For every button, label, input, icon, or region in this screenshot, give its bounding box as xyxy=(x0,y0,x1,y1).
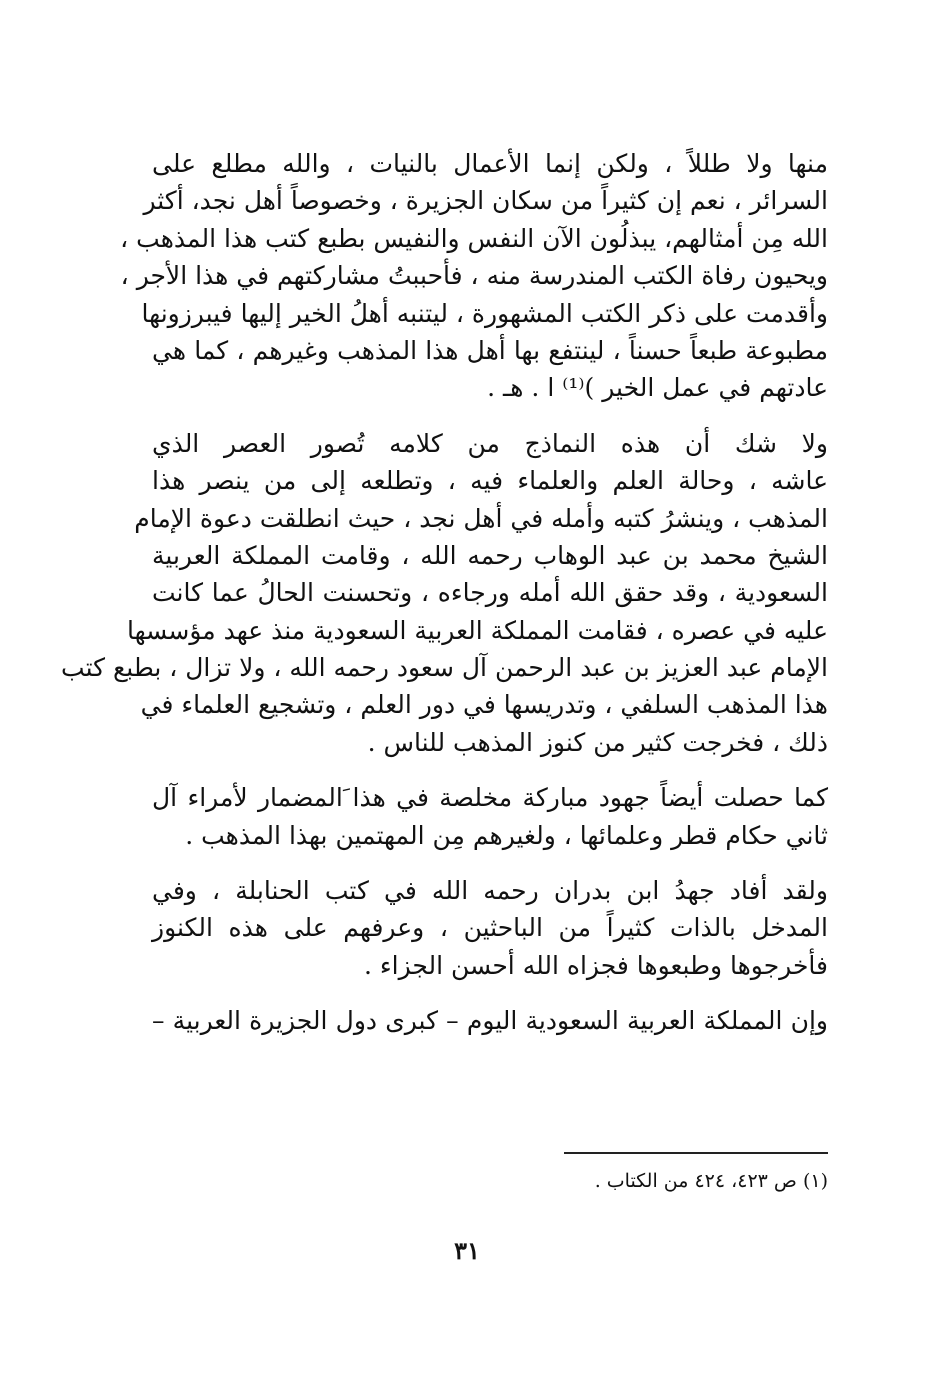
text-line: المدخل بالذات كثيراً من الباحثين ، وعرفهم على هذه الكنوز xyxy=(152,913,828,943)
text-line: عاشه ، وحالة العلم والعلماء فيه ، وتطلعه إلى من ينصر هذا xyxy=(152,466,828,496)
text-line: كما حصلت أيضاً جهود مباركة مخلصة في هذا َالمضمار لأمراء آل xyxy=(152,783,828,813)
text-line: فأخرجوها وطبعوها فجزاه الله أحسن الجزاء . xyxy=(363,950,828,980)
text-line: وإن المملكة العربية السعودية اليوم – كبرى دول الجزيرة العربية – xyxy=(152,1006,828,1036)
text-line: مطبوعة طبعاً حسناً ، لينتفع بها أهل هذا المذهب وغيرهم ، كما هي xyxy=(152,335,828,365)
text-line: هذا المذهب السلفي ، وتدريسها في دور العلم ، وتشجيع العلماء في xyxy=(140,690,828,720)
text-line: ولا شك أن هذه النماذج من كلامه تُصور العصر الذي xyxy=(152,428,828,458)
text-line: ولقد أفاد جهدُ ابن بدران رحمه الله في كتب الحنابلة ، وفي xyxy=(152,876,828,906)
text-line: ويحيون رفاة الكتب المندرسة منه ، فأحببتُ مشاركتهم في هذا الأجر ، xyxy=(120,261,828,291)
text-line: وأقدمت على ذكر الكتب المشهورة ، ليتنبه أهلُ الخير إليها فيبرزونها xyxy=(141,298,828,328)
paragraph-5 xyxy=(152,1002,828,1039)
text-line: عليه في عصره ، فقامت المملكة العربية السعودية منذ عهد مؤسسها xyxy=(126,615,828,645)
paragraph-1 xyxy=(120,145,828,407)
text-line: ثاني حكام قطر وعلمائها ، ولغيرهم مِن المهتمين بهذا المذهب . xyxy=(185,820,828,850)
paragraph-4 xyxy=(152,872,828,984)
body-text xyxy=(61,145,828,1040)
text-line: السعودية ، وقد حقق الله أمله ورجاءه ، وتحسنت الحالُ عما كانت xyxy=(152,578,828,608)
paragraph-gap xyxy=(152,407,828,425)
paragraph-3 xyxy=(152,779,828,854)
footnote: (١) ص ٤٢٣، ٤٢٤ من الكتاب . xyxy=(594,1170,828,1192)
text-line: عادتهم في عمل الخير )⁽¹⁾ ا . هـ . xyxy=(487,373,828,403)
paragraph-gap xyxy=(152,854,828,872)
text-line: ذلك ، فخرجت كثير من كنوز المذهب للناس . xyxy=(367,727,828,757)
text-line: الشيخ محمد بن عبد الوهاب رحمه الله ، وقامت المملكة العربية xyxy=(152,540,828,570)
footnote-divider xyxy=(564,1152,828,1154)
paragraph-gap xyxy=(152,761,828,779)
text-line: الإمام عبد العزيز بن عبد الرحمن آل سعود رحمه الله ، ولا تزال ، بطبع كتب xyxy=(61,653,828,683)
text-line: السرائر ، نعم إن كثيراً من سكان الجزيرة ، وخصوصاً أهل نجد، أكثر xyxy=(143,186,828,216)
paragraph-2 xyxy=(61,425,828,762)
page-number: ٣١ xyxy=(454,1236,480,1265)
text-line: منها ولا طللاً ، ولكن إنما الأعمال بالنيات ، والله مطلع على xyxy=(152,149,828,178)
text-line: المذهب ، وينشرُ كتبه وأمله في أهل نجد ، حيث انطلقت دعوة الإمام xyxy=(134,503,828,533)
text-line: الله مِن أمثالهم، يبذلُون الآن النفس والنفيس بطبع كتب هذا المذهب ، xyxy=(120,223,828,253)
paragraph-gap xyxy=(152,984,828,1002)
